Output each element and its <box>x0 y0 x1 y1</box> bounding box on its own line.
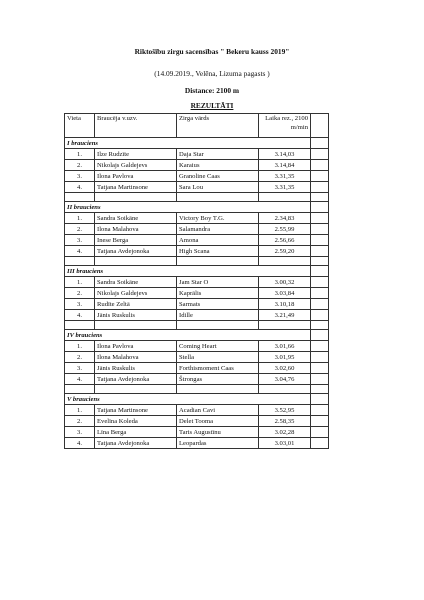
table-row <box>65 277 329 288</box>
time-cell: 2.34,83 <box>259 213 311 224</box>
time-cell: 3.10,18 <box>259 299 311 310</box>
time-cell: 2.58,35 <box>259 416 311 427</box>
row-pad-cell <box>311 160 329 171</box>
section-title: V brauciens <box>65 394 311 405</box>
gap-cell <box>311 321 329 330</box>
rider-cell: Ilona Pavlova <box>95 171 177 182</box>
rider-cell: Jānis Ruskulis <box>95 363 177 374</box>
row-pad-cell <box>311 374 329 385</box>
horse-cell: Kaprālis <box>177 288 259 299</box>
table-header-row <box>65 114 329 138</box>
gap-cell <box>95 321 177 330</box>
row-pad-cell <box>311 427 329 438</box>
section-pad-cell <box>311 138 329 149</box>
event-date-place: (14.09.2019., Velēna, Lizuma pagasts ) <box>154 69 270 78</box>
gap-cell <box>95 193 177 202</box>
horse-cell: Jam Star O <box>177 277 259 288</box>
place-cell: 2. <box>65 352 95 363</box>
gap-cell <box>177 257 259 266</box>
section-row <box>65 394 329 405</box>
place-cell: 3. <box>65 171 95 182</box>
horse-cell: Stella <box>177 352 259 363</box>
section-gap-row <box>65 321 329 330</box>
time-cell: 3.03,01 <box>259 438 311 449</box>
event-title: Riktošību zirgu sacensības " Bekeru kauss 2019" <box>134 47 290 56</box>
gap-cell <box>259 257 311 266</box>
section-row <box>65 330 329 341</box>
horse-cell: Amona <box>177 235 259 246</box>
section-title: I brauciens <box>65 138 311 149</box>
row-pad-cell <box>311 171 329 182</box>
row-pad-cell <box>311 246 329 257</box>
horse-cell: Forthismoment Caas <box>177 363 259 374</box>
place-cell: 1. <box>65 405 95 416</box>
row-pad-cell <box>311 235 329 246</box>
horse-cell: Karaius <box>177 160 259 171</box>
gap-cell <box>259 321 311 330</box>
horse-cell: Delet Tooma <box>177 416 259 427</box>
distance-label: Distance: 2100 m <box>184 86 240 95</box>
row-pad-cell <box>311 341 329 352</box>
rider-cell: Tatjana Martinsone <box>95 182 177 193</box>
row-pad-cell <box>311 213 329 224</box>
section-pad-cell <box>311 266 329 277</box>
rider-cell: Nikolajs Galdejevs <box>95 288 177 299</box>
time-cell: 3.21,49 <box>259 310 311 321</box>
results-table <box>64 113 329 449</box>
gap-cell <box>177 385 259 394</box>
table-row <box>65 427 329 438</box>
section-pad-cell <box>311 394 329 405</box>
col-header-horse: Zirga vārds <box>177 114 259 138</box>
gap-cell <box>259 385 311 394</box>
place-cell: 4. <box>65 182 95 193</box>
horse-cell: Acadian Cavi <box>177 405 259 416</box>
rider-cell: Tatjana Martinsone <box>95 405 177 416</box>
place-cell: 4. <box>65 374 95 385</box>
gap-cell <box>259 193 311 202</box>
row-pad-cell <box>311 416 329 427</box>
horse-cell: Sarmats <box>177 299 259 310</box>
gap-cell <box>311 257 329 266</box>
section-row <box>65 138 329 149</box>
time-cell: 3.01,66 <box>259 341 311 352</box>
place-cell: 4. <box>65 310 95 321</box>
gap-cell <box>65 257 95 266</box>
gap-cell <box>95 257 177 266</box>
section-gap-row <box>65 257 329 266</box>
time-cell: 3.00,32 <box>259 277 311 288</box>
row-pad-cell <box>311 224 329 235</box>
table-row <box>65 235 329 246</box>
section-row <box>65 202 329 213</box>
table-row <box>65 288 329 299</box>
horse-cell: Štrongas <box>177 374 259 385</box>
table-row <box>65 160 329 171</box>
section-pad-cell <box>311 330 329 341</box>
col-header-time: Laika rez., 2100 m/min <box>259 114 311 138</box>
rider-cell: Nikolajs Galdejevs <box>95 160 177 171</box>
place-cell: 3. <box>65 363 95 374</box>
table-row <box>65 299 329 310</box>
horse-cell: Granoline Caas <box>177 171 259 182</box>
rider-cell: Sandra Soikāne <box>95 213 177 224</box>
col-header-blank <box>311 114 329 138</box>
section-pad-cell <box>311 202 329 213</box>
section-title: III brauciens <box>65 266 311 277</box>
horse-cell: Sara Lou <box>177 182 259 193</box>
rider-cell: Evelīna Koleda <box>95 416 177 427</box>
rider-cell: Ilona Malahova <box>95 224 177 235</box>
table-row <box>65 246 329 257</box>
horse-cell: Victory Boy T.G. <box>177 213 259 224</box>
gap-cell <box>311 193 329 202</box>
rider-cell: Tatjana Avdejonoka <box>95 246 177 257</box>
rider-cell: Ilze Rudzīte <box>95 149 177 160</box>
gap-cell <box>65 193 95 202</box>
results-heading: REZULTĀTI <box>190 101 234 110</box>
place-cell: 3. <box>65 427 95 438</box>
gap-cell <box>177 193 259 202</box>
time-cell: 2.55,99 <box>259 224 311 235</box>
row-pad-cell <box>311 352 329 363</box>
table-row <box>65 438 329 449</box>
table-row <box>65 310 329 321</box>
rider-cell: Ilona Pavlova <box>95 341 177 352</box>
table-row <box>65 416 329 427</box>
place-cell: 1. <box>65 341 95 352</box>
time-cell: 3.04,76 <box>259 374 311 385</box>
row-pad-cell <box>311 363 329 374</box>
horse-cell: Taris Augustīnu <box>177 427 259 438</box>
time-cell: 3.31,35 <box>259 171 311 182</box>
row-pad-cell <box>311 405 329 416</box>
place-cell: 4. <box>65 438 95 449</box>
table-row <box>65 182 329 193</box>
horse-cell: Salamandra <box>177 224 259 235</box>
horse-cell: Coming Heart <box>177 341 259 352</box>
rider-cell: Ilona Malahova <box>95 352 177 363</box>
table-row <box>65 405 329 416</box>
gap-cell <box>177 321 259 330</box>
place-cell: 2. <box>65 288 95 299</box>
horse-cell: Daja Star <box>177 149 259 160</box>
time-cell: 3.01,95 <box>259 352 311 363</box>
time-cell: 3.14,03 <box>259 149 311 160</box>
gap-cell <box>311 385 329 394</box>
table-row <box>65 224 329 235</box>
col-header-rider: Braucēja v.uzv. <box>95 114 177 138</box>
time-cell: 3.03,84 <box>259 288 311 299</box>
table-row <box>65 171 329 182</box>
place-cell: 2. <box>65 160 95 171</box>
table-row <box>65 149 329 160</box>
place-cell: 2. <box>65 224 95 235</box>
table-row <box>65 352 329 363</box>
results-body <box>65 138 329 449</box>
horse-cell: High Scana <box>177 246 259 257</box>
rider-cell: Sandra Soikāne <box>95 277 177 288</box>
row-pad-cell <box>311 277 329 288</box>
rider-cell: Līna Berga <box>95 427 177 438</box>
place-cell: 2. <box>65 416 95 427</box>
col-header-place: Vieta <box>65 114 95 138</box>
table-row <box>65 213 329 224</box>
place-cell: 3. <box>65 235 95 246</box>
gap-cell <box>65 385 95 394</box>
row-pad-cell <box>311 299 329 310</box>
table-row <box>65 363 329 374</box>
time-cell: 2.56,66 <box>259 235 311 246</box>
time-cell: 2.59,20 <box>259 246 311 257</box>
row-pad-cell <box>311 182 329 193</box>
time-cell: 3.31,35 <box>259 182 311 193</box>
time-cell: 3.02,28 <box>259 427 311 438</box>
place-cell: 3. <box>65 299 95 310</box>
row-pad-cell <box>311 149 329 160</box>
place-cell: 1. <box>65 277 95 288</box>
place-cell: 1. <box>65 213 95 224</box>
place-cell: 4. <box>65 246 95 257</box>
rider-cell: Rudīte Zeltā <box>95 299 177 310</box>
rider-cell: Inese Berga <box>95 235 177 246</box>
rider-cell: Jānis Ruskulis <box>95 310 177 321</box>
horse-cell: Idille <box>177 310 259 321</box>
gap-cell <box>95 385 177 394</box>
section-gap-row <box>65 193 329 202</box>
gap-cell <box>65 321 95 330</box>
place-cell: 1. <box>65 149 95 160</box>
section-title: II brauciens <box>65 202 311 213</box>
time-cell: 3.52,95 <box>259 405 311 416</box>
section-title: IV brauciens <box>65 330 311 341</box>
time-cell: 3.02,60 <box>259 363 311 374</box>
table-row <box>65 341 329 352</box>
table-row <box>65 374 329 385</box>
rider-cell: Tatjana Avdejonoka <box>95 374 177 385</box>
time-cell: 3.14,84 <box>259 160 311 171</box>
section-gap-row <box>65 385 329 394</box>
row-pad-cell <box>311 288 329 299</box>
row-pad-cell <box>311 310 329 321</box>
row-pad-cell <box>311 438 329 449</box>
horse-cell: Leopardas <box>177 438 259 449</box>
section-row <box>65 266 329 277</box>
rider-cell: Tatjana Avdejonoka <box>95 438 177 449</box>
